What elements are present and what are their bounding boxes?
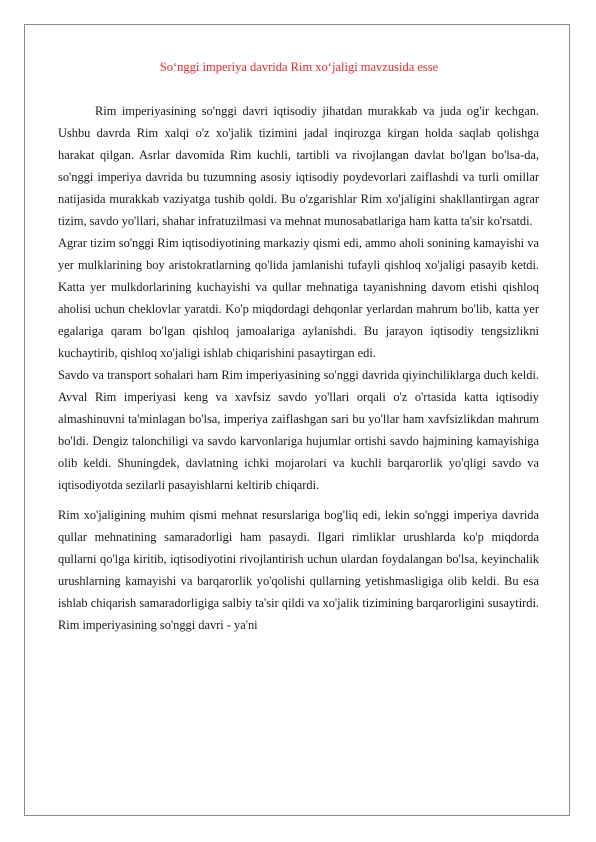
paragraph-agrarian: Agrar tizim so'nggi Rim iqtisodiyotining markaziy qismi edi, ammo aholi sonining kamayishi va yer mulklarining boy aristokratlarning qo'lida jamlanishi tufayli qishloq xo'jaligi pasayib ketdi. Katta yer mulkdorlarining kuchayishi va qullar mehnatiga tayanishning davom etishi qishloq aholisi uchun cheklovlar yaratdi. Ko'p miqdordagi dehqonlar yerlardan mahrum bo'lib, katta yer egalariga qaram bo'lgan qishloq jamoalariga aylanishdi. Bu jarayon iqtisodiy tengsizlikni kuchaytirib, qishloq xo'jaligi ishlab chiqarishini pasaytirgan edi. — [58, 236, 539, 360]
paragraph-trade: Savdo va transport sohalari ham Rim imperiyasining so'nggi davrida qiyinchiliklarga duch keldi. Avval Rim imperiyasi keng va xavfsiz savdo yo'llari orqali o'z o'rtasida katta iqtisodiy almashinuvni ta'minlagan bo'lsa, imperiya zaiflashgan sari bu yo'llar ham xavfsizlikdan mahrum bo'ldi. Dengiz talonchiligi va savdo karvonlariga hujumlar ortishi savdo hajmining kamayishiga olib keldi. Shuningdek, davlatning ichki mojarolari va kuchli barqarorlik yo'qligi savdo va iqtisodiyotda sezilarli pasayishlarni keltirib chiqardi. — [58, 368, 539, 492]
paragraph-intro: Rim imperiyasining so'nggi davri iqtisodiy jihatdan murakkab va juda og'ir kechgan. Ushbu davrda Rim xalqi o'z xo'jalik tizimini jadal inqirozga kirgan holda saqlab qolishga harakat qilgan. Asrlar davomida Rim kuchli, tartibli va rivojlangan davlat bo'lgan bo'lsa-da, so'nggi imperiya davrida bu tuzumning asosiy iqtisodiy poydevorlari zaiflashdi va turli omillar natijasida murakkab vaziyatga tushib qoldi. Bu o'zgarishlar Rim xo'jaligini shakllantirgan agrar tizim, savdo yo'llari, shahar infratuzilmasi va mehnat munosabatlariga ham katta ta'sir ko'rsatdi. — [58, 104, 539, 228]
essay-title: So‘nggi imperiya davrida Rim xo‘jaligi mavzusida esse — [159, 60, 439, 74]
paragraph-labor: Rim xo'jaligining muhim qismi mehnat resurslariga bog'liq edi, lekin so'nggi imperiya davrida qullar mehnatining samaradorligi ham pasaydi. Ilgari rimliklar urushlarda ko'p miqdorda qullarni qo'lga kiritib, iqtisodiyotini rivojlantirish uchun ulardan foydalangan bo'lsa, keyinchalik urushlarning kamayishi va barqarorlik yo'qolishi qullarning yetishmasligiga olib keldi. Bu esa ishlab chiqarish samaradorligiga salbiy ta'sir qildi va xo'jalik tizimining barqarorligini susaytirdi. Rim imperiyasining so'nggi davri - ya'ni — [58, 508, 539, 632]
essay-body — [58, 100, 539, 636]
